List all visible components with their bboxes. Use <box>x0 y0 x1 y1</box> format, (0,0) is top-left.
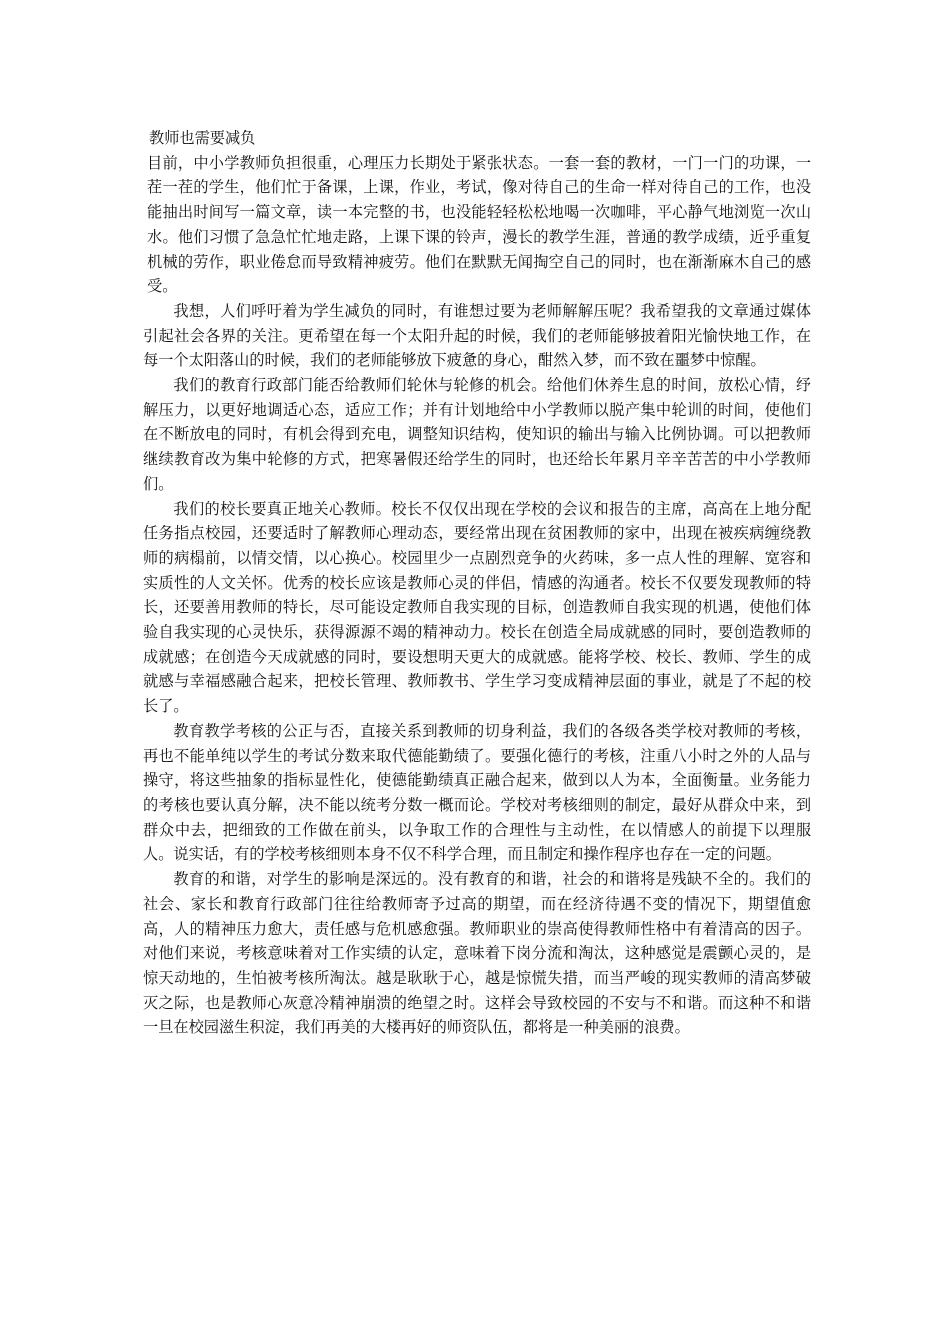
paragraph-6: 教育的和谐，对学生的影响是深远的。没有教育的和谐，社会的和谐将是残缺不全的。我们的社会、家长和教育行政部门往往给教师寄予过高的期望，而在经济待遇不变的情况下，期望值愈高，人的精神压力愈大，责任感与危机感愈强。教师职业的崇高使得教师性格中有着清高的因子。对他们来说，考核意味着对工作实绩的认定，意味着下岗分流和淘汰，这种感觉是震颤心灵的，是惊天动地的，生怕被考核所淘汰。越是耿耿于心，越是惊慌失措，而当严峻的现实教师的清高梦破灭之际，也是教师心灰意冷精神崩溃的绝望之时。这样会导致校园的不安与不和谐。而这种不和谐一旦在校园滋生积淀，我们再美的大楼再好的师资队伍，都将是一种美丽的浪费。 <box>143 870 811 1037</box>
paragraph-1: 目前，中小学教师负担很重，心理压力长期处于紧张状态。一套一套的教材，一门一门的功课，一茬一茬的学生，他们忙于备课，上课，作业，考试，像对待自己的生命一样对待自己的工作，也没能抽出时间写一篇文章，读一本完整的书，也没能轻轻松松地喝一次咖啡，平心静气地浏览一次山水。他们习惯了急急忙忙地走路，上课下课的铃声，漫长的教学生涯，普通的教学成绩，近乎重复机械的劳作，职业倦怠而导致精神疲劳。他们在默默无闻掏空自己的同时，也在渐渐麻木自己的感受。 <box>147 153 811 296</box>
paragraph-4: 我们的校长要真正地关心教师。校长不仅仅出现在学校的会议和报告的主席，高高在上地分配任务指点校园，还要适时了解教师心理动态，要经常出现在贫困教师的家中，出现在被疾病缠绕教师的病榻前，以情交情，以心换心。校园里少一点剧烈竞争的火药味，多一点人性的理解、宽容和实质性的人文关怀。优秀的校长应该是教师心灵的伴侣，情感的沟通者。校长不仅要发现教师的特长，还要善用教师的特长，尽可能设定教师自我实现的目标，创造教师自我实现的机遇，使他们体验自我实现的心灵快乐，获得源源不竭的精神动力。校长在创造全局成就感的同时，要创造教师的成就感；在创造今天成就感的同时，要设想明天更大的成就感。能将学校、校长、教师、学生的成就感与幸福感融合起来，把校长管理、教师教书、学生学习变成精神层面的事业，就是了不起的校长了。 <box>143 499 811 716</box>
paragraph-5: 教育教学考核的公正与否，直接关系到教师的切身利益，我们的各级各类学校对教师的考核，再也不能单纯以学生的考试分数来取代德能勤绩了。要强化德行的考核，注重八小时之外的人品与操守，将这些抽象的指标显性化，使德能勤绩真正融合起来，做到以人为本，全面衡量。业务能力的考核也要认真分解，决不能以统考分数一概而论。学校对考核细则的制定，最好从群众中来，到群众中去，把细致的工作做在前头，以争取工作的合理性与主动性，在以情感人的前提下以理服人。说实话，有的学校考核细则本身不仅不科学合理，而且制定和操作程序也存在一定的问题。 <box>143 721 811 864</box>
document-body <box>143 126 811 1040</box>
document-title: 教师也需要减负 <box>149 129 256 147</box>
paragraph-3: 我们的教育行政部门能否给教师们轮休与轮修的机会。给他们休养生息的时间，放松心情，纾解压力，以更好地调适心态，适应工作；并有计划地给中小学教师以脱产集中轮训的时间，使他们在不断放电的同时，有机会得到充电，调整知识结构，使知识的输出与输入比例协调。可以把教师继续教育改为集中轮修的方式，把寒暑假还给学生的同时，也还给长年累月辛辛苦苦的中小学教师们。 <box>143 376 811 493</box>
paragraph-2: 我想，人们呼吁着为学生减负的同时，有谁想过要为老师解解压呢？我希望我的文章通过媒体引起社会各界的关注。更希望在每一个太阳升起的时候，我们的老师能够披着阳光愉快地工作，在每一个太阳落山的时候，我们的老师能够放下疲惫的身心，酣然入梦，而不致在噩梦中惊醒。 <box>143 301 811 370</box>
